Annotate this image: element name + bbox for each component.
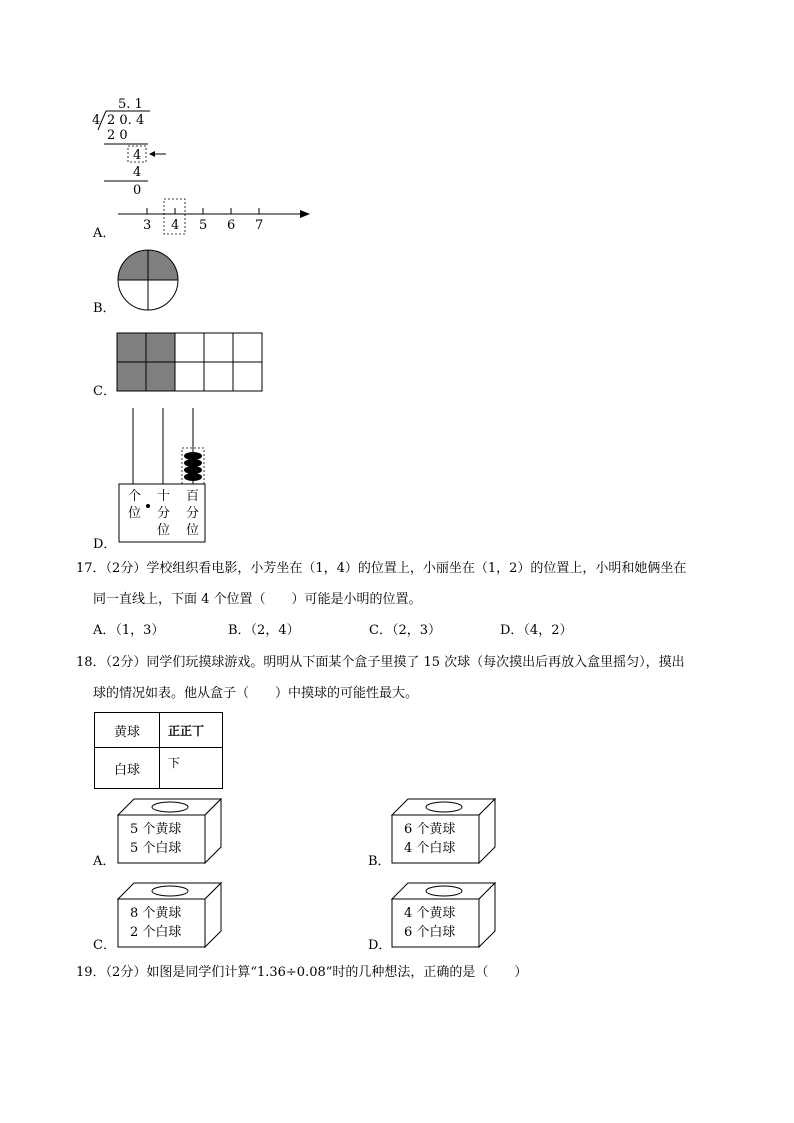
box-d-yellow: 4 个黄球 bbox=[404, 906, 456, 921]
col2-char3: 位 bbox=[157, 523, 171, 538]
col3-char1: 百 bbox=[186, 489, 200, 504]
quotient: 5. 1 bbox=[118, 97, 143, 112]
col3-char3: 位 bbox=[186, 523, 200, 538]
box-a-yellow: 5 个黄球 bbox=[130, 822, 182, 837]
tick-label-7: 7 bbox=[255, 218, 264, 233]
table-row bbox=[95, 748, 223, 789]
step1: 2 0 bbox=[107, 128, 128, 143]
q18-line2: 球的情况如表。他从盒子（ ）中摸球的可能性最大。 bbox=[93, 686, 419, 701]
step3: 4 bbox=[133, 165, 142, 180]
abacus-figure bbox=[116, 406, 212, 546]
col1-char2: 位 bbox=[128, 506, 142, 521]
q17-option-d[interactable]: D．（4，2） bbox=[500, 623, 573, 638]
box-c-option[interactable]: C． bbox=[93, 938, 116, 953]
box-b-white: 4 个白球 bbox=[404, 841, 456, 856]
tick-label-4: 4 bbox=[171, 218, 180, 233]
tally-marks-yellow: 正正丅 bbox=[160, 713, 223, 748]
box-c-yellow: 8 个黄球 bbox=[130, 906, 182, 921]
col2-char2: 分 bbox=[157, 506, 171, 521]
tick-label-5: 5 bbox=[199, 218, 208, 233]
ball-box-d[interactable] bbox=[390, 881, 498, 949]
q18-line1: 18．（2分）同学们玩摸球游戏。明明从下面某个盒子里摸了 15 次球（每次摸出后再放入盒里摇匀），摸出 bbox=[76, 655, 685, 670]
box-c-white: 2 个白球 bbox=[130, 925, 182, 940]
ball-box-a[interactable] bbox=[116, 797, 224, 865]
option-d-label: D． bbox=[93, 537, 117, 552]
option-a-label: A． bbox=[93, 226, 116, 241]
tally-label-white: 白球 bbox=[95, 748, 160, 789]
box-d-white: 6 个白球 bbox=[404, 925, 456, 940]
tally-label-yellow: 黄球 bbox=[95, 713, 160, 748]
tally-table bbox=[94, 712, 223, 789]
box-b-yellow: 6 个黄球 bbox=[404, 822, 456, 837]
option-c-label: C． bbox=[93, 384, 116, 399]
ball-box-b[interactable] bbox=[390, 797, 498, 865]
box-b-option[interactable]: B． bbox=[368, 854, 391, 869]
circle-figure bbox=[116, 248, 180, 312]
ball-box-c[interactable] bbox=[116, 881, 224, 949]
tick-label-6: 6 bbox=[227, 218, 236, 233]
remainder: 0 bbox=[133, 183, 142, 198]
q17-line2: 同一直线上，下面 4 个位置（ ）可能是小明的位置。 bbox=[93, 592, 422, 607]
q17-line1: 17．（2分）学校组织看电影，小芳坐在（1，4）的位置上，小丽坐在（1，2）的位置上，小明和她俩坐在 bbox=[76, 561, 687, 576]
q17-option-b[interactable]: B．（2，4） bbox=[228, 623, 300, 638]
box-a-option[interactable]: A． bbox=[93, 854, 116, 869]
col3-char2: 分 bbox=[186, 506, 200, 521]
q19-line1: 19．（2分）如图是同学们计算“1.36÷0.08”时的几种想法，正确的是（ ） bbox=[76, 965, 528, 980]
divisor: 4 bbox=[92, 113, 101, 128]
division-figure bbox=[88, 92, 328, 242]
q17-option-a[interactable]: A．（1，3） bbox=[93, 623, 165, 638]
grid-figure bbox=[116, 332, 264, 394]
q17-option-c[interactable]: C．（2，3） bbox=[369, 623, 441, 638]
box-a-white: 5 个白球 bbox=[130, 841, 182, 856]
option-b-label: B． bbox=[93, 301, 116, 316]
tick-label-3: 3 bbox=[143, 218, 152, 233]
table-row bbox=[95, 713, 223, 748]
col1-char1: 个 bbox=[128, 489, 142, 504]
step2-highlight: 4 bbox=[133, 148, 142, 163]
dividend: 2 0. 4 bbox=[107, 113, 145, 128]
col2-char1: 十 bbox=[157, 489, 171, 504]
tally-marks-white: 下 bbox=[160, 748, 223, 789]
box-d-option[interactable]: D． bbox=[368, 938, 392, 953]
